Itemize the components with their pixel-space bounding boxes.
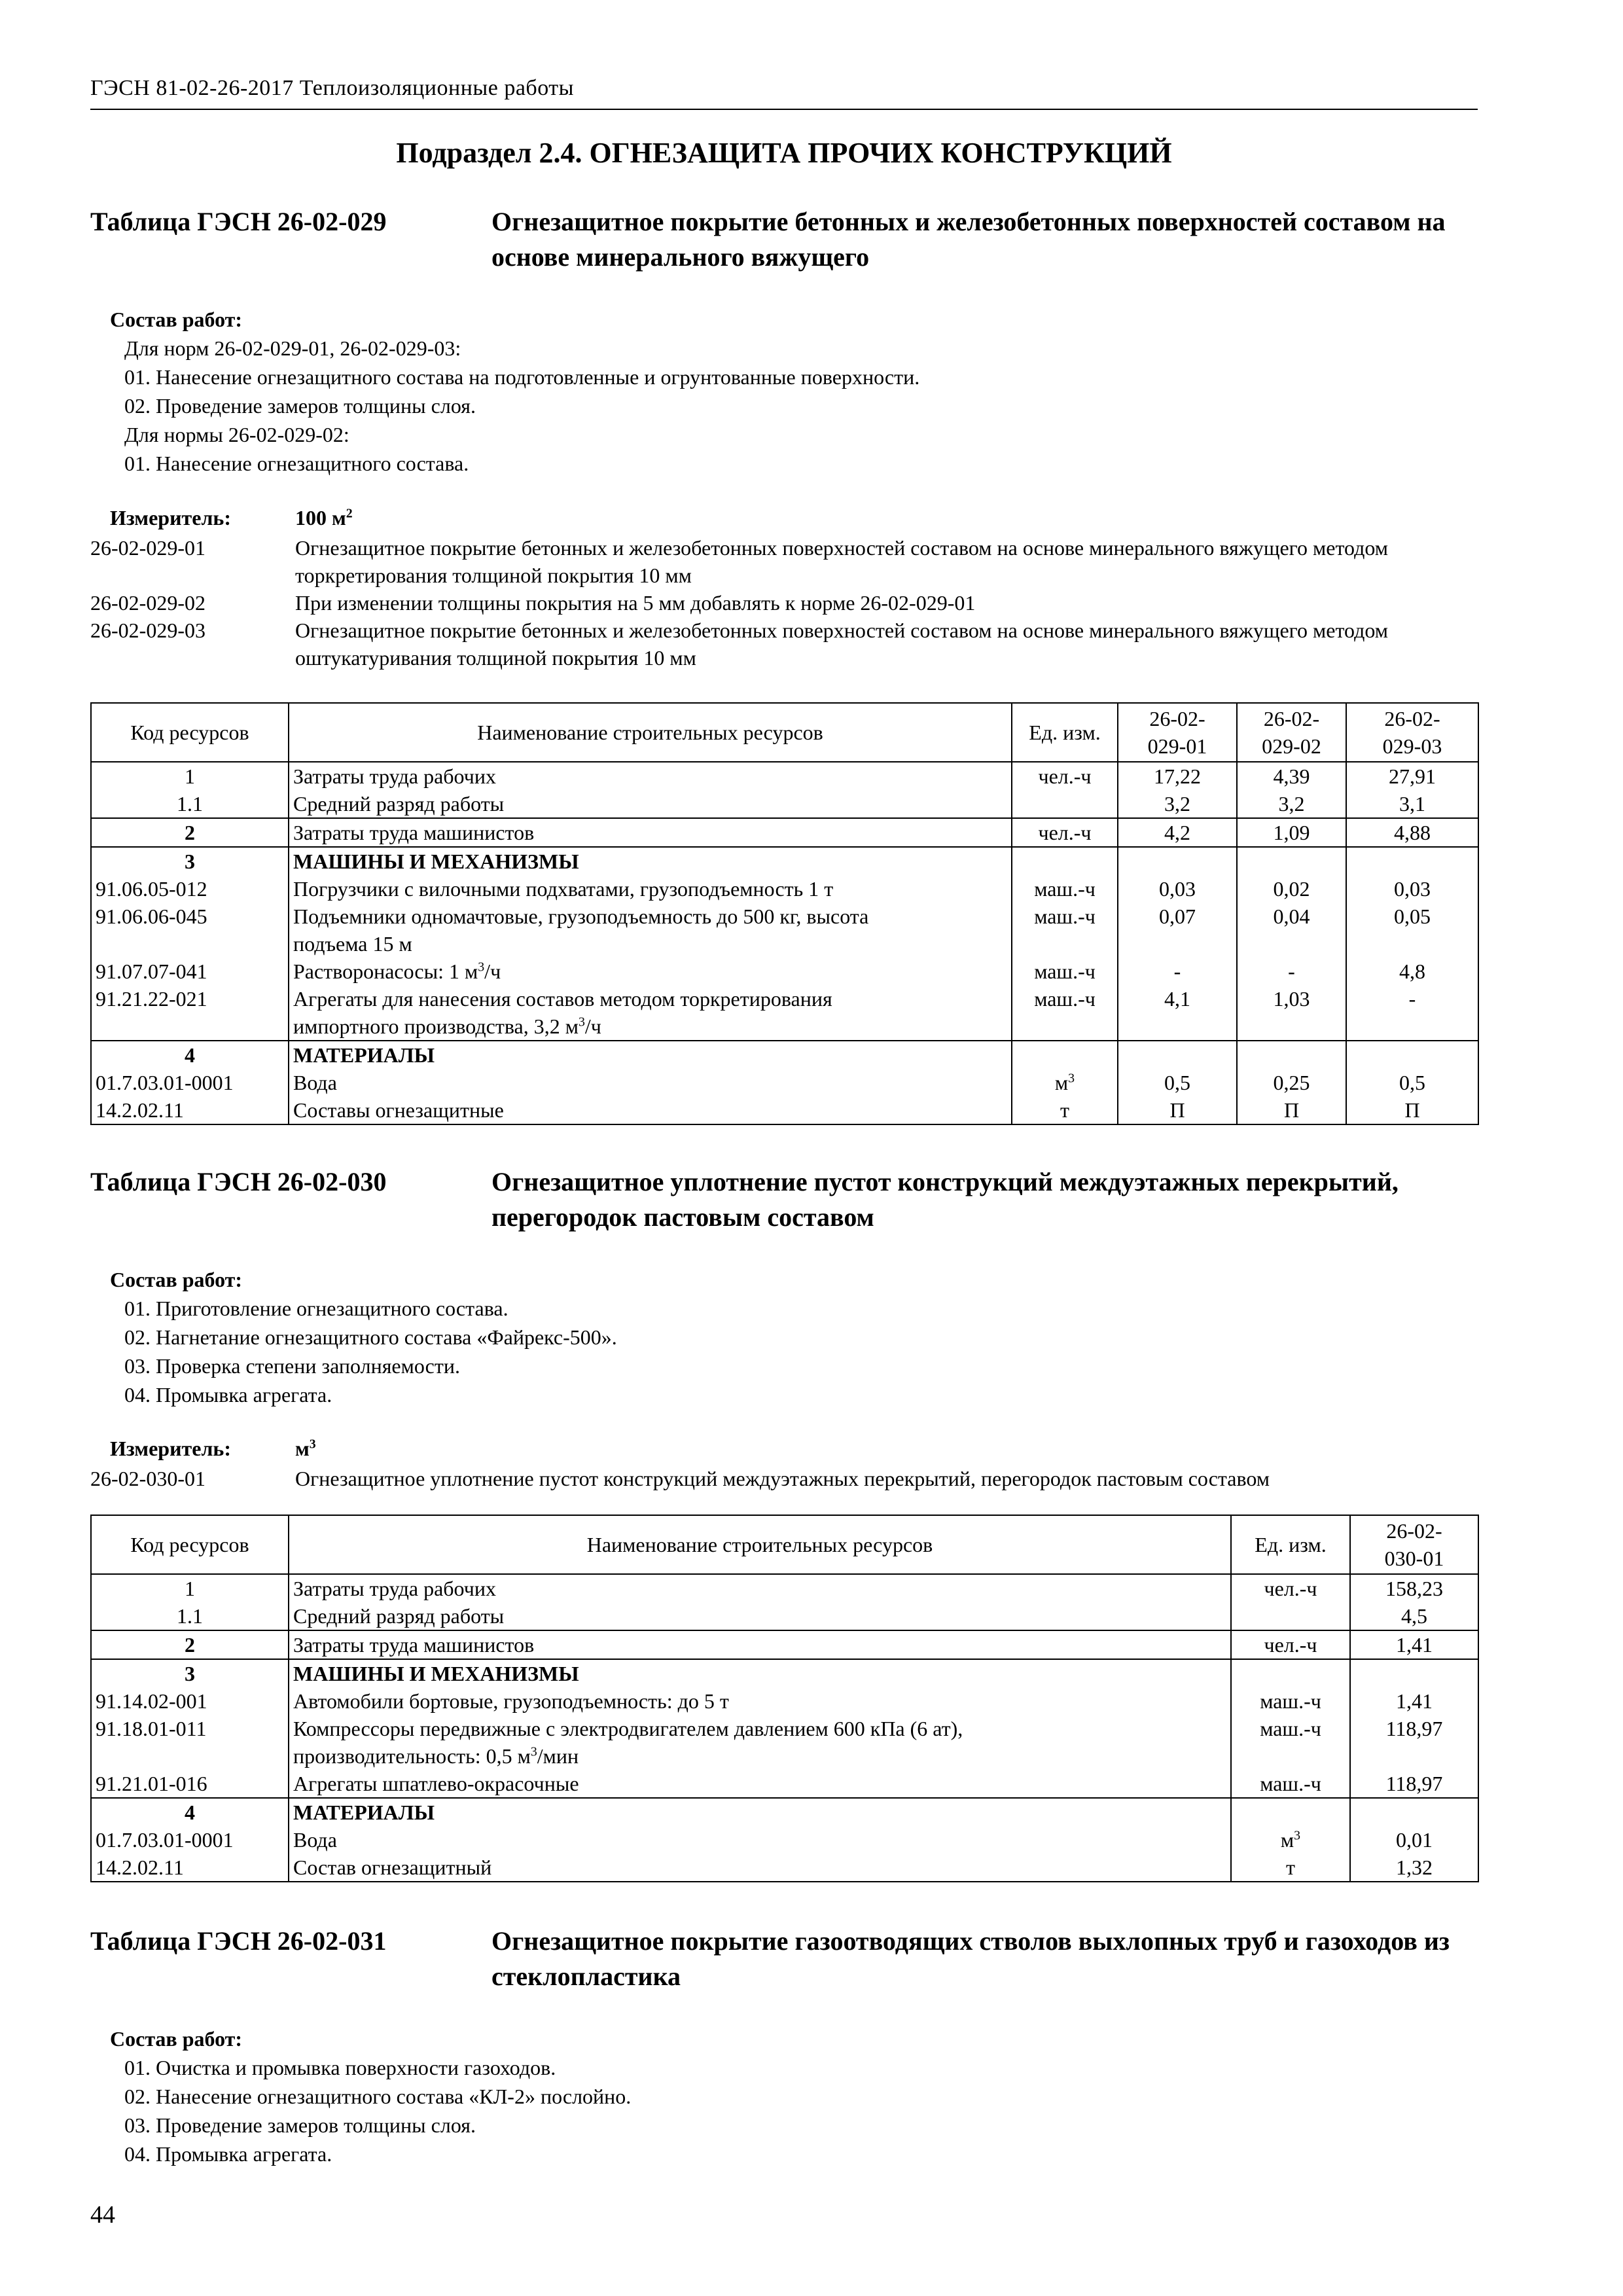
table-row: 14.2.02.11 Составы огнезащитные т П П П [91,1096,1478,1124]
table-030-work-composition [90,1265,1478,1409]
table-row: 1.1 Средний разряд работы 4,5 [91,1602,1478,1630]
work-line: 02. Нанесение огнезащитного состава «КЛ-2» послойно. [124,2085,632,2108]
table-row: 4 МАТЕРИАЛЫ [91,1041,1478,1069]
norm-row [90,589,1478,617]
table-031-number: Таблица ГЭСН 26-02-031 [90,1926,387,1956]
col-header-code: Код ресурсов [91,1515,289,1574]
col-header-name: Наименование строительных ресурсов [289,1515,1231,1574]
table-row: 91.18.01-011 Компрессоры передвижные с электродвигателем давлением 600 кПа (6 ат), производительность: 0,5 $м^3$/мин маш.-ч 118,97 [91,1715,1478,1770]
norm-code: 26-02-029-03 [90,619,205,642]
col-header-norm-3: 26-02- 029-03 [1346,703,1478,762]
table-029-work-composition [90,305,1478,478]
norm-description: Огнезащитное покрытие бетонных и железобетонных поверхностей составом на основе минерального вяжущего методом оштукатуривания толщиной покрытия 10 мм [295,619,1389,670]
table-030-title: Огнезащитное уплотнение пустот конструкций междуэтажных перекрытий, перегородок пастовым составом [491,1167,1399,1232]
header-rule [90,109,1478,110]
norm-description: Огнезащитное уплотнение пустот конструкций междуэтажных перекрытий, перегородок пастовым составом [295,1467,1270,1490]
col-header-name: Наименование строительных ресурсов [289,703,1012,762]
page-number: 44 [90,2201,115,2229]
table-row: 1 Затраты труда рабочих чел.-ч 158,23 [91,1574,1478,1602]
meter-unit: 100 $м^2$ [295,506,353,529]
table-row: 3 МАШИНЫ И МЕХАНИЗМЫ [91,1659,1478,1687]
norm-description: Огнезащитное покрытие бетонных и железобетонных поверхностей составом на основе минерального вяжущего методом торкретирования толщиной покрытия 10 мм [295,536,1389,587]
norm-row [90,617,1478,672]
work-line: 04. Промывка агрегата. [124,1383,332,1407]
work-line: 04. Промывка агрегата. [124,2142,332,2166]
work-composition-label: Состав работ: [110,308,243,331]
col-header-unit: Ед. изм. [1231,1515,1350,1574]
col-header-norm-2: 26-02- 029-02 [1237,703,1346,762]
table-row: 1 Затраты труда рабочих чел.-ч 17,22 4,39 27,91 [91,762,1478,790]
table-029-meter [90,504,1478,672]
table-row: 01.7.03.01-0001 Вода $м^3$ 0,5 0,25 0,5 [91,1069,1478,1096]
table-row: 91.07.07-041 Растворонасосы: 1 $м^3/ч$ маш.-ч - - 4,8 [91,958,1478,985]
work-line: 03. Проведение замеров толщины слоя. [124,2113,476,2137]
table-029-number: Таблица ГЭСН 26-02-029 [90,207,387,236]
table-row: 14.2.02.11 Состав огнезащитный т 1,32 [91,1854,1478,1882]
work-line: Для норм 26-02-029-01, 26-02-029-03: [124,336,461,360]
table-030-meter [90,1435,1478,1492]
work-composition-label: Состав работ: [110,1268,243,1291]
col-header-code: Код ресурсов [91,703,289,762]
table-row: 01.7.03.01-0001 Вода $м^3$ 0,01 [91,1826,1478,1854]
norm-code: 26-02-029-02 [90,591,205,615]
table-row: 4 МАТЕРИАЛЫ [91,1798,1478,1826]
col-header-norm-1: 26-02- 030-01 [1350,1515,1478,1574]
table-row: 2 Затраты труда машинистов чел.-ч 4,2 1,09 4,88 [91,818,1478,847]
subsection-title: Подраздел 2.4. ОГНЕЗАЩИТА ПРОЧИХ КОНСТРУКЦИЙ [396,137,1172,169]
table-031-work-composition [90,2024,1478,2168]
table-row: 91.21.22-021 Агрегаты для нанесения составов методом торкретирования импортного производства, 3,2 $м^3/ч$ маш.-ч 4,1 1,03 - [91,985,1478,1041]
meter-label: Измеритель: [110,1437,231,1460]
col-header-unit: Ед. изм. [1012,703,1118,762]
col-header-norm-1: 26-02- 029-01 [1118,703,1237,762]
table-029-resources [90,702,1479,1125]
norm-code: 26-02-029-01 [90,536,205,560]
norm-row [90,534,1478,589]
table-row: 2 Затраты труда машинистов чел.-ч 1,41 [91,1630,1478,1659]
table-030-number: Таблица ГЭСН 26-02-030 [90,1167,387,1196]
work-line: 01. Приготовление огнезащитного состава. [124,1297,508,1320]
table-row: 1.1 Средний разряд работы 3,2 3,2 3,1 [91,790,1478,818]
work-line: 02. Проведение замеров толщины слоя. [124,394,476,418]
norm-row [90,1465,1478,1492]
table-row: 91.14.02-001 Автомобили бортовые, грузоподъемность: до 5 т маш.-ч 1,41 [91,1687,1478,1715]
running-header: ГЭСН 81-02-26-2017 Теплоизоляционные работы [90,76,574,100]
work-line: 02. Нагнетание огнезащитного состава «Файрекс-500». [124,1325,617,1349]
norm-description: При изменении толщины покрытия на 5 мм добавлять к норме 26-02-029-01 [295,591,976,615]
table-row: 91.06.06-045 Подъемники одномачтовые, грузоподъемность до 500 кг, высота подъема 15 м маш.-ч 0,07 0,04 0,05 [91,903,1478,958]
work-line: Для нормы 26-02-029-02: [124,423,349,446]
norm-code: 26-02-030-01 [90,1467,205,1490]
table-row: 3 МАШИНЫ И МЕХАНИЗМЫ [91,847,1478,875]
table-row: 91.06.05-012 Погрузчики с вилочными подхватами, грузоподъемность 1 т маш.-ч 0,03 0,02 0,03 [91,875,1478,903]
table-029-title: Огнезащитное покрытие бетонных и железобетонных поверхностей составом на основе минерального вяжущего [491,207,1446,272]
meter-label: Измеритель: [110,506,231,529]
table-030-resources [90,1515,1479,1882]
work-composition-label: Состав работ: [110,2027,243,2051]
work-line: 01. Нанесение огнезащитного состава. [124,452,469,475]
work-line: 01. Очистка и промывка поверхности газоходов. [124,2056,556,2079]
work-line: 03. Проверка степени заполняемости. [124,1354,460,1378]
work-line: 01. Нанесение огнезащитного состава на подготовленные и огрунтованные поверхности. [124,365,920,389]
table-row: 91.21.01-016 Агрегаты шпатлево-окрасочные маш.-ч 118,97 [91,1770,1478,1798]
table-031-title: Огнезащитное покрытие газоотводящих стволов выхлопных труб и газоходов из стеклопластика [491,1926,1450,1991]
meter-unit: $м^3$ [295,1437,316,1460]
